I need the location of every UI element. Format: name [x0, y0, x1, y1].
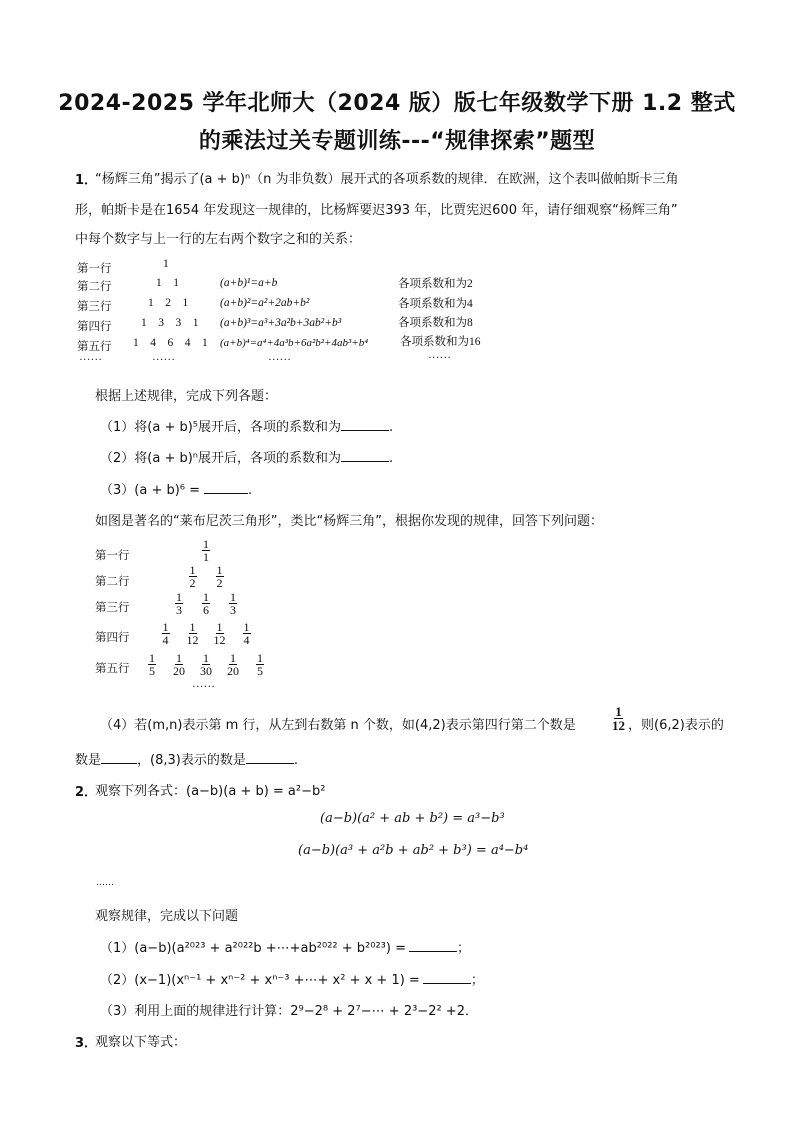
q2-equation-3: (a−b)(a³ + a²b + ab² + b³) = a⁴−b⁴ — [298, 843, 529, 858]
yh-row-numbers: 1 — [163, 258, 169, 270]
q3-text: 观察以下等式： — [95, 1035, 187, 1050]
q1-sub3-text: （3）(a + b)⁶ = — [100, 483, 201, 498]
yh-row-expansion: (a+b)⁴=a⁴+4a³b+6a²b²+4ab³+b⁴ — [220, 337, 369, 349]
yh-row-numbers: 1 3 3 1 — [141, 317, 199, 329]
period: . — [389, 420, 394, 435]
leibniz-fraction: $\frac{1}{3}$ — [176, 590, 182, 617]
yh-row-numbers: 1 2 1 — [148, 297, 189, 309]
leibniz-fraction: $\frac{1}{2}$ — [216, 563, 223, 590]
yh-row-label: 第三行 — [77, 301, 112, 313]
yh-row-numbers: 1 1 — [156, 277, 179, 289]
yh-dots: …… — [428, 349, 451, 361]
q2-sub1-text: （1）(a−b)(a²⁰²³ + a²⁰²²b +⋯+ab²⁰²² + b²⁰²³) = — [100, 941, 406, 956]
semicolon: ； — [456, 941, 470, 956]
q1-sub4-text: （4）若(m,n)表示第 m 行，从左到右数第 n 个数，如(4,2)表示第四行第二个数是 — [100, 718, 576, 733]
leibniz-fraction: $\frac{1}{3}$ — [230, 590, 236, 617]
q1-intro: 根据上述规律，完成下列各题： — [95, 389, 278, 404]
yh-row-expansion: (a+b)³=a³+3a²b+3ab²+b³ — [220, 317, 342, 329]
answer-blank[interactable] — [341, 449, 389, 462]
leibniz-fraction: $\frac{1}{5}$ — [149, 651, 155, 678]
leibniz-fraction: $\frac{1}{20}$ — [173, 651, 185, 678]
yh-row-expansion: (a+b)²=a²+2ab+b² — [220, 297, 310, 309]
yh-row-label: 第一行 — [77, 263, 112, 275]
fraction-numerator: 1 — [615, 704, 622, 719]
doc-title-line1: 2024-2025 学年北师大（2024 版）版七年级数学下册 1.2 整式 — [58, 91, 736, 116]
q2-sub2-text: （2）(x−1)(xⁿ⁻¹ + xⁿ⁻² + xⁿ⁻³ +⋯+ x² + x + 1) = — [100, 973, 420, 988]
period: . — [293, 753, 298, 768]
q1-paragraph-line3: 中每个数字与上一行的左右两个数字之和的关系： — [75, 232, 362, 247]
yh-dots: …… — [268, 351, 291, 363]
q1-number: 1． — [75, 173, 98, 188]
yh-row-label: 第五行 — [77, 341, 112, 353]
q2-intro: 观察规律，完成以下问题 — [95, 909, 239, 924]
leibniz-fraction: $\frac{1}{30}$ — [200, 651, 212, 678]
leibniz-intro: 如图是著名的“莱布尼茨三角形”，类比“杨辉三角”，根据你发现的规律，回答下列问题： — [95, 514, 603, 529]
q1-sub4-text2: ，则(6,2)表示的 — [628, 718, 724, 733]
fraction-1-12 — [611, 705, 626, 732]
leibniz-fraction: $\frac{1}{6}$ — [203, 590, 209, 617]
q1-sub4-line2 — [75, 749, 298, 768]
q2-head: 观察下列各式：(a−b)(a + b) = a²−b² — [95, 784, 326, 799]
doc-title-line2: 的乘法过关专题训练---“规律探索”题型 — [198, 129, 596, 154]
lb-dots: …… — [192, 678, 215, 690]
leibniz-fraction: $\frac{1}{4}$ — [243, 620, 250, 647]
yh-dots: …… — [152, 351, 175, 363]
answer-blank[interactable] — [246, 751, 294, 764]
q2-sub1 — [100, 937, 470, 956]
period: . — [248, 483, 253, 498]
period: . — [388, 451, 394, 466]
leibniz-fraction: $\frac{1}{5}$ — [257, 651, 263, 678]
q1-sub1 — [100, 416, 393, 435]
yh-dots: …… — [79, 351, 102, 363]
q1-paragraph-line2: 形，帕斯卡是在1654 年发现这一规律的，比杨辉要迟393 年，比贾宪迟600 年，请仔细观察“杨辉三角” — [75, 203, 678, 218]
q1-sub3 — [100, 479, 252, 498]
q1-sub2-text: （2）将(a + b)ⁿ展开后，各项的系数和为 — [100, 451, 341, 466]
yh-row-sum: 各项系数和为16 — [400, 336, 481, 348]
yh-row-sum: 各项系数和为4 — [398, 298, 473, 310]
leibniz-fraction: $\frac{1}{4}$ — [162, 620, 169, 647]
lb-row-label: 第一行 — [95, 550, 130, 562]
q2-sub3: （3）利用上面的规律进行计算：2⁹−2⁸ + 2⁷−⋯ + 2³−2² +2． — [100, 1004, 478, 1019]
q1-sub2 — [100, 447, 393, 466]
yh-row-sum: 各项系数和为8 — [398, 317, 473, 329]
answer-blank[interactable] — [101, 751, 137, 764]
q3-number: 3． — [75, 1036, 98, 1051]
leibniz-fraction: $\frac{1}{12}$ — [186, 620, 199, 647]
q1-sub4-text4: ，(8,3)表示的数是 — [137, 753, 246, 768]
q2-dots: …… — [96, 877, 114, 887]
leibniz-fraction: $\frac{1}{20}$ — [227, 651, 239, 678]
answer-blank[interactable] — [204, 481, 248, 494]
q1-paragraph-line1: “杨辉三角”揭示了(a + b)ⁿ（n 为非负数）展开式的各项系数的规律．在欧洲，这个表叫做帕斯卡三角 — [95, 172, 679, 187]
fraction-denominator: 12 — [612, 718, 625, 733]
answer-blank[interactable] — [409, 939, 457, 952]
yh-row-numbers: 1 4 6 4 1 — [133, 337, 208, 349]
semicolon: ； — [470, 973, 484, 988]
q2-sub2 — [100, 969, 484, 988]
lb-row-label: 第二行 — [95, 576, 130, 588]
yh-row-label: 第二行 — [77, 281, 112, 293]
lb-row-label: 第五行 — [95, 663, 130, 675]
q1-sub1-text: （1）将(a + b)⁵展开后，各项的系数和为 — [100, 420, 342, 435]
q1-sub4-text3: 数是 — [75, 753, 102, 768]
answer-blank[interactable] — [423, 971, 471, 984]
leibniz-fraction: $\frac{1}{12}$ — [213, 620, 226, 647]
lb-row-label: 第三行 — [95, 602, 130, 614]
leibniz-fraction: $\frac{1}{1}$ — [203, 537, 209, 564]
yh-row-sum: 各项系数和为2 — [398, 278, 473, 290]
lb-row-label: 第四行 — [95, 632, 130, 644]
yh-row-expansion: (a+b)¹=a+b — [220, 277, 278, 289]
q2-number: 2． — [75, 785, 98, 800]
q2-equation-2: (a−b)(a² + ab + b²) = a³−b³ — [320, 811, 505, 826]
leibniz-fraction: $\frac{1}{2}$ — [189, 563, 196, 590]
yh-row-label: 第四行 — [77, 321, 112, 333]
answer-blank[interactable] — [341, 418, 389, 431]
